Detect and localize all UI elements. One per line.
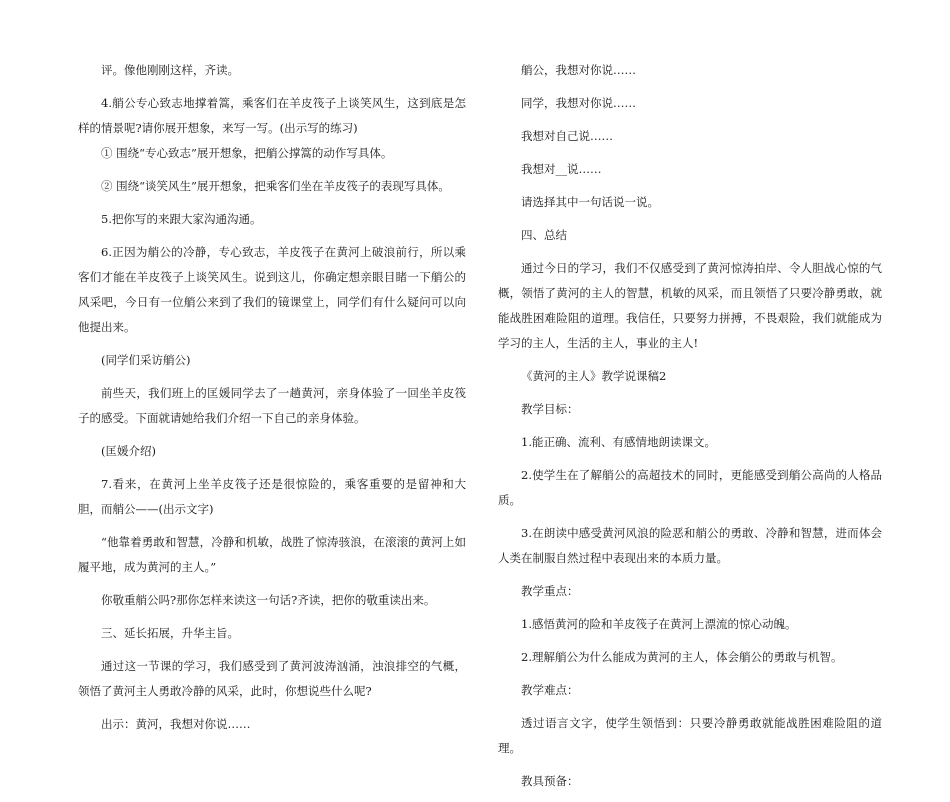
paragraph: 艄公，我想对你说…… [521, 63, 636, 77]
section-heading: 教学目标： [521, 402, 579, 416]
paragraph: 通过这一节课的学习，我们感受到了黄河波涛汹涌，浊浪排空的气概，领悟了黄河主人勇敢冷静的风采，此时，你想说些什么呢? [78, 659, 466, 698]
right-text-column [498, 58, 882, 802]
paragraph: ② 围绕“谈笑风生”展开想象，把乘客们坐在羊皮筏子的表现写具体。 [101, 179, 450, 193]
list-item: 1.感悟黄河的险和羊皮筏子在黄河上漂流的惊心动魄。 [521, 617, 797, 631]
paragraph: 出示：黄河，我想对你说…… [101, 717, 251, 731]
paragraph: 通过今日的学习，我们不仅感受到了黄河惊涛拍岸、令人胆战心惊的气概，领悟了黄河的主人的智慧，机敏的风采，而且领悟了只要冷静勇敢，就能战胜困难险阻的道理。我信任，只要努力拼搏，不畏艰险，我们就能成为学习的主人，生活的主人，事业的主人! [498, 261, 882, 350]
list-item: 2.理解艄公为什么能成为黄河的主人，体会艄公的勇敢与机智。 [521, 650, 843, 664]
paragraph: (匡媛介绍) [101, 444, 156, 458]
paragraph: 我想对__说…… [521, 162, 602, 176]
paragraph: 透过语言文字，使学生领悟到：只要冷静勇敢就能战胜困难险阻的道理。 [498, 716, 882, 755]
quotation: “他靠着勇敢和智慧，冷静和机敏，战胜了惊涛骇浪，在滚滚的黄河上如履平地，成为黄河的主人。” [78, 535, 466, 574]
section-heading: 教学重点： [521, 584, 579, 598]
left-text-column [78, 58, 466, 745]
paragraph: 评。像他刚刚这样，齐读。 [101, 63, 239, 77]
paragraph: (同学们采访艄公) [101, 353, 191, 367]
list-item: 1.能正确、流利、有感情地朗读课文。 [521, 435, 716, 449]
section-heading: 教学难点： [521, 683, 579, 697]
document-title: 《黄河的主人》教学说课稿2 [521, 369, 667, 383]
paragraph: 5.把你写的来跟大家沟通沟通。 [101, 212, 262, 226]
paragraph: 4.艄公专心致志地撑着篙，乘客们在羊皮筏子上谈笑风生，这到底是怎样的情景呢?请你展开想象，来写一写。(出示写的练习) [78, 96, 466, 135]
paragraph: 请选择其中一句话说一说。 [521, 195, 659, 209]
paragraph: 我想对自己说…… [521, 129, 613, 143]
paragraph: 你敬重艄公吗?那你怎样来读这一句话?齐读，把你的敬重读出来。 [101, 593, 436, 607]
section-heading: 教具预备： [521, 774, 579, 788]
paragraph: ① 围绕“专心致志”展开想象，把艄公撑篙的动作写具体。 [101, 146, 393, 160]
section-heading: 四、总结 [521, 228, 567, 242]
paragraph: 同学，我想对你说…… [521, 96, 636, 110]
section-heading: 三、延长拓展，升华主旨。 [101, 626, 239, 640]
list-item: 3.在朗读中感受黄河风浪的险恶和艄公的勇敢、冷静和智慧，进而体会人类在制服自然过程中表现出来的本质力量。 [498, 526, 882, 565]
paragraph: 7.看来，在黄河上坐羊皮筏子还是很惊险的，乘客重要的是留神和大胆，而艄公——(出示文字) [78, 477, 466, 516]
list-item: 2.使学生在了解艄公的高超技术的同时，更能感受到艄公高尚的人格品质。 [498, 468, 882, 507]
paragraph: 6.正因为艄公的冷静，专心致志，羊皮筏子在黄河上破浪前行，所以乘客们才能在羊皮筏子上谈笑风生。说到这儿，你确定想亲眼目睹一下艄公的风采吧，今日有一位艄公来到了我们的镜课堂上，同学们有什么疑问可以向他提出来。 [78, 245, 466, 334]
paragraph: 前些天，我们班上的匡媛同学去了一趟黄河，亲身体验了一回坐羊皮筏子的感受。下面就请她给我们介绍一下自己的亲身体验。 [78, 386, 466, 425]
